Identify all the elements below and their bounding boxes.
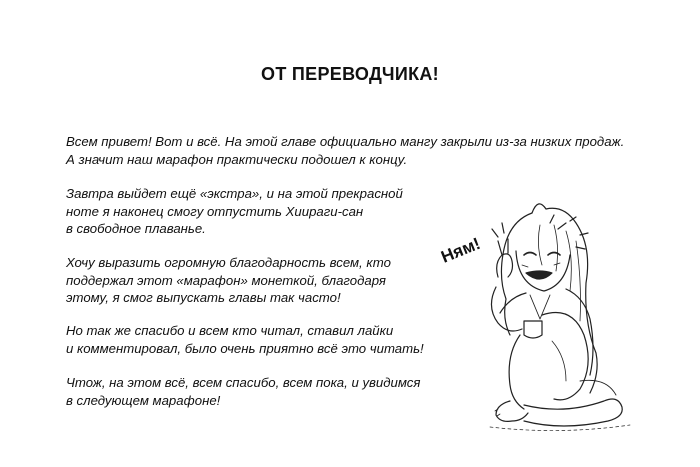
paragraph-thanks-donors xyxy=(66,254,391,307)
text-line: Хочу выразить огромную благодарность всем, кто xyxy=(66,255,391,270)
sound-effect-text: Ням! xyxy=(438,233,483,267)
text-line: в свободное плаванье. xyxy=(66,221,206,236)
text-line: Всем привет! Вот и всё. На этой главе официально мангу закрыли из-за низких продаж. xyxy=(66,134,625,149)
manga-girl-eating-icon xyxy=(430,195,645,435)
text-line: и комментировал, было очень приятно всё это читать! xyxy=(66,340,424,356)
page-title: ОТ ПЕРЕВОДЧИКА! xyxy=(261,64,439,84)
text-line: ноте я наконец смогу отпустить Хиираги-сан xyxy=(66,203,364,219)
text-line: в следующем марафоне! xyxy=(66,392,221,408)
paragraph-extra xyxy=(66,185,403,238)
text-line: поддержал этот «марафон» монеткой, благодаря xyxy=(66,272,386,288)
text-line: А значит наш марафон практически подошел к концу. xyxy=(66,151,408,167)
paragraph-thanks-readers xyxy=(66,322,424,357)
text-line: этому, я смог выпускать главы так часто! xyxy=(66,290,341,305)
paragraph-goodbye xyxy=(66,374,420,409)
text-line: Завтра выйдет ещё «экстра», и на этой прекрасной xyxy=(66,186,403,201)
paragraph-greeting xyxy=(66,133,624,168)
text-line: Чтож, на этом всё, всем спасибо, всем пока, и увидимся xyxy=(66,375,421,390)
text-line: Но так же спасибо и всем кто читал, ставил лайки xyxy=(66,323,394,338)
